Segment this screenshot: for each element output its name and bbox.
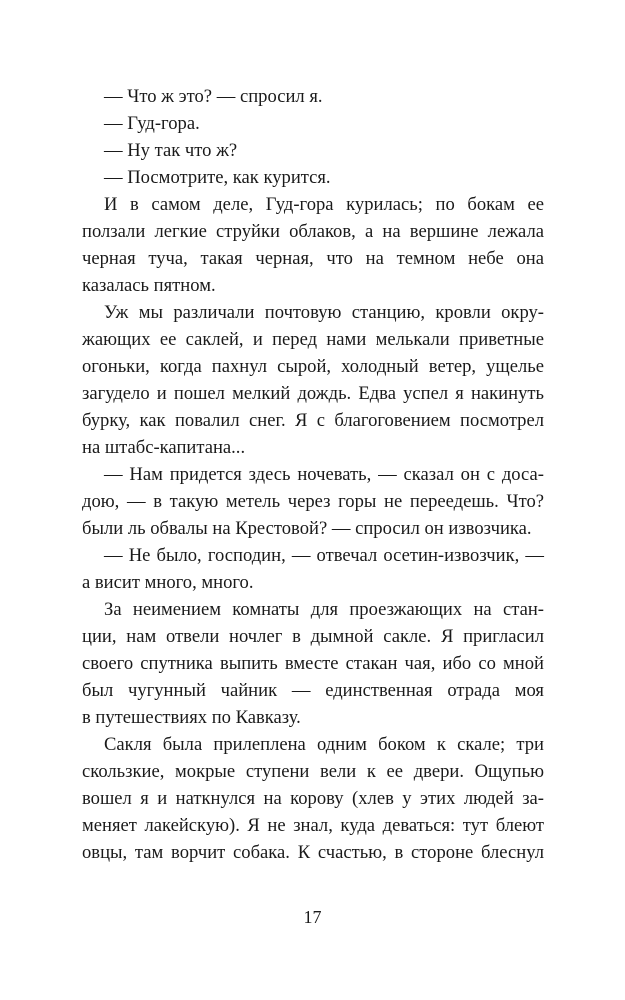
text-line: были ль обвалы на Крестовой? — спросил он извозчика. [82,518,532,539]
text-line: Уж мы различали почтовую станцию, кровли окру- [104,302,544,323]
text-line: меняет лакейскую). Я не знал, куда деваться: тут блеют [82,815,544,836]
page-number: 17 [303,907,322,927]
text-line: За неимением комнаты для проезжающих на стан- [104,599,544,620]
text-line: скользкие, мокрые ступени вели к ее двери. Ощупью [82,761,544,782]
text-line: овцы, там ворчит собака. К счастью, в стороне блеснул [82,842,544,863]
body-text [82,83,544,866]
text-line: ползали легкие струйки облаков, а на вершине лежала [82,221,544,242]
text-line: ции, нам отвели ночлег в дымной сакле. Я пригласил [82,626,544,647]
text-line: своего спутника выпить вместе стакан чая, ибо со мной [82,653,544,674]
text-line: — Не было, господин, — отвечал осетин-извозчик, — [104,545,544,566]
text-line: казалась пятном. [82,275,216,296]
text-line: — Гуд-гора. [104,113,200,134]
text-line: был чугунный чайник — единственная отрада моя [82,680,544,701]
text-line: — Посмотрите, как курится. [104,167,331,188]
text-line: дою, — в такую метель через горы не переедешь. Что? [82,491,544,512]
text-line: в путешествиях по Кавказу. [82,707,301,728]
text-line: Сакля была прилеплена одним боком к скале; три [104,734,544,755]
text-line: а висит много, много. [82,572,254,593]
text-line: — Нам придется здесь ночевать, — сказал он с доса- [104,464,544,485]
text-line: И в самом деле, Гуд-гора курилась; по бокам ее [104,194,544,215]
text-line: жающих ее саклей, и перед нами мелькали приветные [82,329,544,350]
text-line: огоньки, когда пахнул сырой, холодный ветер, ущелье [82,356,544,377]
text-line: вошел я и наткнулся на корову (хлев у этих людей за- [82,788,544,809]
text-line: на штабс-капитана... [82,437,246,458]
text-line: загудело и пошел мелкий дождь. Едва успел я накинуть [82,383,544,404]
text-line: бурку, как повалил снег. Я с благоговением посмотрел [82,410,544,431]
text-line: — Что ж это? — спросил я. [104,86,323,107]
text-line: — Ну так что ж? [104,140,238,161]
text-line: черная туча, такая черная, что на темном небе она [82,248,544,269]
